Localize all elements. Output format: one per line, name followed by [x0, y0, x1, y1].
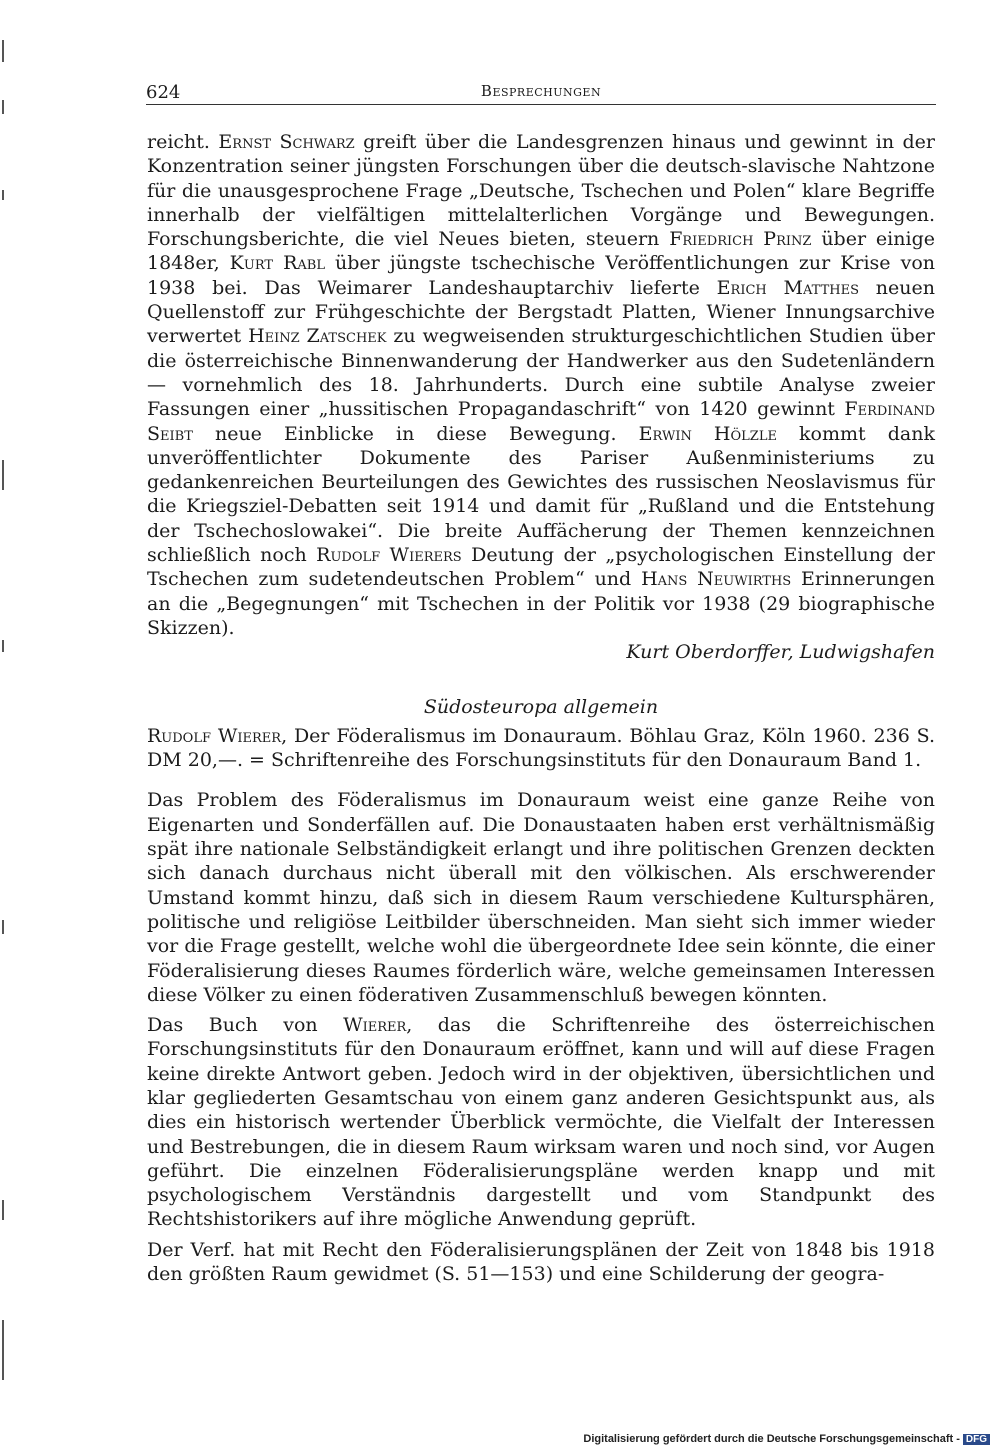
header-rule	[146, 104, 936, 105]
section-heading: Südosteuropa allgemein	[423, 695, 659, 718]
dfg-logo: DFG	[963, 1434, 990, 1445]
review-text	[147, 788, 935, 1286]
review-paragraph: Der Verf. hat mit Recht den Föderalisierungsplänen der Zeit von 1848 bis 1918 den größten Raum gewidmet (S. 51—153) und eine Schilderung der geogra-	[147, 1238, 935, 1286]
review-paragraph: Das Buch von Wierer, das die Schriftenreihe des österreichischen Forschungsinstituts für den Donauraum eröffnet, kann und will auf diese Fragen keine direkte Antwort geben. Jedoch wird in der objektiven, übersichtlichen und klar gegliederten Gesamtschau von einem ganz anderen Gesichtspunkt aus, als dies ein historisch wertender Überblick vermöchte, die Vielfalt der Interessen und Bestrebungen, die in diesem Raum wirksam waren und noch sind, vor Augen geführt. Die einzelnen Föderalisierungspläne werden knapp und mit psychologischem Verständnis dargestellt und vom Standpunkt des Rechtshistorikers auf ihre mögliche Anwendung geprüft.	[147, 1014, 936, 1231]
page-number: 624	[146, 82, 181, 103]
running-head: Besprechungen	[480, 82, 602, 100]
page-header	[146, 80, 936, 106]
article-body	[147, 130, 935, 1292]
review-paragraph: Das Problem des Föderalismus im Donauraum weist eine ganze Reihe von Eigenarten und Sonderfällen auf. Die Donaustaaten haben erst verhältnismäßig spät ihre nationale Selbständigkeit erlangt und ihre politischen Grenzen deckten sich danach durchaus nicht überall mit den völkischen. Als erschwerender Umstand kommt hinzu, daß sich in diesem Raum verschiedene Kultursphären, politische und religiöse Leitbilder überschneiden. Man sieht sich immer wieder vor die Frage gestellt, welche wohl die übergeordnete Idee sein könnte, die einer Föderalisierung dieses Raumes förderlich wäre, welche gemeinsamen Interessen diese Völker zu einen föderativen Zusammenschluß bewegen könnten.	[147, 789, 935, 1006]
footer-text: Digitalisierung gefördert durch die Deutsche Forschungsgemeinschaft -	[583, 1433, 960, 1445]
book-citation: Rudolf Wierer, Der Föderalismus im Donauraum. Böhlau Graz, Köln 1960. 236 S. DM 20,—. = Schriftenreihe des Forschungsinstituts für den Donauraum Band 1.	[147, 724, 935, 772]
reviewer-signature: Kurt Oberdorffer, Ludwigshafen	[626, 641, 935, 664]
scan-margin-marks	[2, 40, 8, 1400]
digitization-footer	[583, 1433, 990, 1445]
review-paragraph: reicht. Ernst Schwarz greift über die Landesgrenzen hinaus und gewinnt in der Konzentration seiner jüngsten Forschungen über die deutsch-slavische Nahtzone für die unausgesprochene Frage „Deutsche, Tschechen und Polen“ klare Begriffe innerhalb der vielfältigen mittelalterlichen Vorgänge und Bewegungen. Forschungsberichte, die viel Neues bieten, steuern Friedrich Prinz über einige 1848er, Kurt Rabl über jüngste tschechische Veröffentlichungen zur Krise von 1938 bei. Das Weimarer Landeshauptarchiv lieferte Erich Matthes neuen Quellenstoff zur Frühgeschichte der Bergstadt Platten, Wiener Innungsarchive verwertet Heinz Zatschek zu wegweisenden strukturgeschichtlichen Studien über die österreichische Binnenwanderung der Handwerker aus den Sudetenländern — vornehmlich des 18. Jahrhunderts. Durch eine subtile Analyse zweier Fassungen einer „hussitischen Propagandaschrift“ von 1420 gewinnt Ferdinand Seibt neue Einblicke in diese Bewegung. Erwin Hölzle kommt dank unveröffentlichter Dokumente des Pariser Außenministeriums zu gedankenreichen Beurteilungen des Gewichtes des russischen Neoslavismus für die Kriegsziel-Debatten seit 1914 und damit für „Rußland und die Entstehung der Tschechoslowakei“. Die breite Auffächerung der Themen kennzeichnen schließlich noch Rudolf Wierers Deutung der „psychologischen Einstellung der Tschechen zum sudetendeutschen Problem“ und Hans Neuwirths Erinnerungen an die „Begegnungen“ mit Tschechen in der Politik vor 1938 (29 biographische Skizzen).	[147, 131, 936, 639]
